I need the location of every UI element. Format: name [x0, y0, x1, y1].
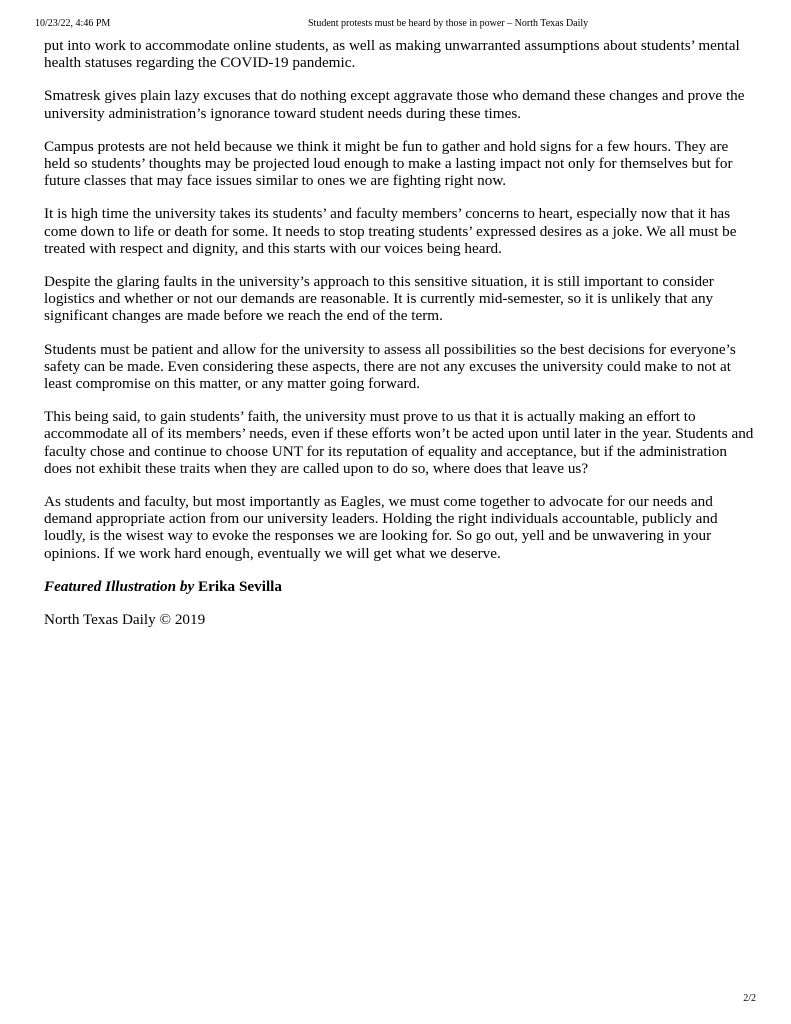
article-paragraph: Campus protests are not held because we think it might be fun to gather and hold signs for a few hours. They are held so students’ thoughts may be projected loud enough to make a lasting impact not only for themselves but for future classes that may face issues similar to ones we are fighting right now.	[44, 137, 733, 190]
article-paragraph: Smatresk gives plain lazy excuses that do nothing except aggravate those who demand these changes and prove the university administration’s ignorance toward student needs during these times.	[44, 87, 745, 122]
page-number: 2/2	[743, 993, 756, 1004]
credit-name: Erika Sevilla	[198, 577, 282, 595]
article-paragraph: Despite the glaring faults in the university’s approach to this sensitive situation, it is still important to consider logistics and whether or not our demands are reasonable. It is currently mid-semester, so it is unlikely that any significant changes are made before we reach the end of the term.	[44, 273, 714, 325]
article-paragraph: Students must be patient and allow for the university to assess all possibilities so the best decisions for everyone’s safety can be made. Even considering these aspects, there are not any excuses the university could make to not at least compromise on this matter, or any matter going forward.	[44, 340, 736, 393]
article-paragraph: This being said, to gain students’ faith, the university must prove to us that it is actually making an effort to accommodate all of its members’ needs, even if these efforts won’t be acted upon until later in the year. Students and faculty chose and continue to choose UNT for its reputation of equality and acceptance, but if the administration does not exhibit these traits when they are called upon to do so, where does that leave us?	[44, 408, 754, 477]
article-body	[44, 37, 756, 644]
article-paragraph: It is high time the university takes its students’ and faculty members’ concerns to heart, especially now that it has come down to life or death for some. It needs to stop treating students’ expressed desires as a joke. We all must be treated with respect and dignity, and this starts with our voices being heard.	[44, 205, 737, 257]
credit-label: Featured Illustration by	[44, 577, 195, 595]
illustration-credit	[44, 578, 756, 595]
article-paragraph: put into work to accommodate online students, as well as making unwarranted assumptions about students’ mental health statuses regarding the COVID-19 pandemic.	[44, 37, 740, 72]
print-page-title: Student protests must be heard by those in power – North Texas Daily	[308, 18, 589, 29]
copyright-notice: North Texas Daily © 2019	[44, 611, 206, 629]
print-header	[35, 18, 757, 30]
print-datetime: 10/23/22, 4:46 PM	[35, 18, 111, 29]
article-paragraph: As students and faculty, but most importantly as Eagles, we must come together to advocate for our needs and demand appropriate action from our university leaders. Holding the right individuals accountable, publicly and loudly, is the wisest way to evoke the responses we are looking for. So go out, yell and be unwavering in your opinions. If we work hard enough, eventually we will get what we deserve.	[44, 493, 718, 562]
